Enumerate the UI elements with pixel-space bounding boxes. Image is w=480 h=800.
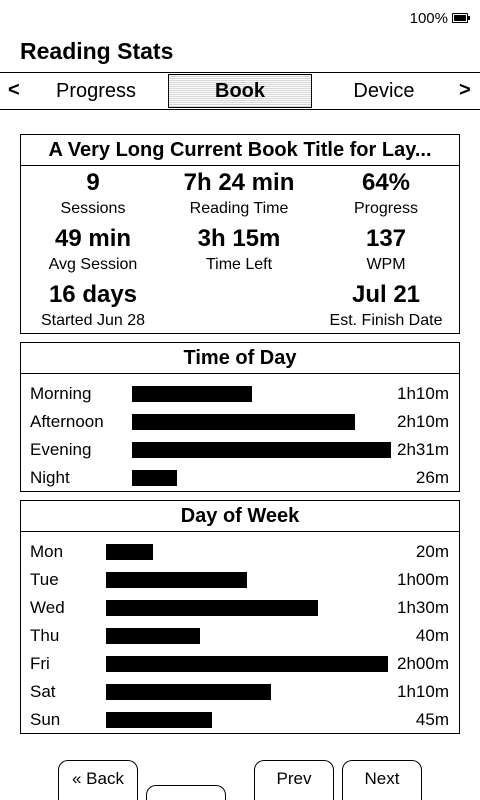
bar-value: 1h30m bbox=[397, 598, 449, 617]
bar-row bbox=[21, 650, 459, 678]
bar-value: 40m bbox=[415, 626, 449, 645]
stat-cell bbox=[165, 168, 313, 224]
prev-button[interactable]: Prev bbox=[254, 760, 334, 800]
bar-value: 2h00m bbox=[397, 654, 449, 673]
bar-value: 1h10m bbox=[397, 384, 449, 403]
stat-cell bbox=[21, 224, 165, 280]
stat-cell bbox=[165, 280, 313, 336]
stat-value: Jul 21 bbox=[351, 281, 421, 308]
bar-row bbox=[21, 594, 459, 622]
bar-row bbox=[21, 566, 459, 594]
stat-value: 9 bbox=[86, 169, 100, 196]
stat-cell bbox=[313, 224, 459, 280]
bar-label: Sat bbox=[30, 682, 56, 701]
bar-value: 20m bbox=[415, 542, 449, 561]
stat-value: 64% bbox=[361, 169, 411, 196]
time-of-day-heading: Time of Day bbox=[21, 343, 459, 374]
bar bbox=[106, 600, 318, 616]
bar-label: Thu bbox=[30, 626, 60, 645]
stat-label: Est. Finish Date bbox=[329, 312, 443, 329]
bar-row bbox=[21, 622, 459, 650]
tab-progress[interactable]: Progress bbox=[55, 79, 137, 102]
stat-cell bbox=[21, 280, 165, 336]
bar bbox=[132, 386, 252, 402]
bar-label: Evening bbox=[30, 440, 92, 459]
tab-bar bbox=[0, 72, 480, 110]
book-stats-panel bbox=[20, 134, 460, 334]
bar-value: 2h31m bbox=[397, 440, 449, 459]
stat-value: 7h 24 min bbox=[183, 169, 295, 196]
stats-grid bbox=[21, 166, 459, 336]
stat-label: Sessions bbox=[60, 200, 126, 217]
bar bbox=[132, 414, 355, 430]
stat-value: 3h 15m bbox=[197, 225, 281, 252]
bar-row bbox=[21, 436, 459, 464]
bar-row bbox=[21, 464, 459, 492]
stat-value: 16 days bbox=[48, 281, 138, 308]
bar bbox=[106, 544, 153, 560]
stat-label: Time Left bbox=[205, 256, 273, 273]
bar-label: Fri bbox=[30, 654, 50, 673]
bar-label: Afternoon bbox=[30, 412, 104, 431]
stat-cell bbox=[313, 168, 459, 224]
bar-value: 45m bbox=[415, 710, 449, 729]
bar bbox=[106, 572, 247, 588]
bar bbox=[106, 684, 271, 700]
bar-value: 2h10m bbox=[397, 412, 449, 431]
time-of-day-panel bbox=[20, 342, 460, 492]
bar-label: Wed bbox=[30, 598, 65, 617]
battery-icon bbox=[452, 13, 468, 23]
bar bbox=[106, 628, 200, 644]
tab-device[interactable]: Device bbox=[353, 79, 415, 102]
bar-label: Tue bbox=[30, 570, 59, 589]
middle-button[interactable] bbox=[146, 785, 226, 800]
tab-prev-arrow[interactable]: < bbox=[8, 79, 20, 101]
stat-cell bbox=[21, 168, 165, 224]
bar-row bbox=[21, 678, 459, 706]
battery-percent: 100% bbox=[409, 9, 448, 27]
next-button[interactable]: Next bbox=[342, 760, 422, 800]
stat-cell bbox=[165, 224, 313, 280]
stat-label: WPM bbox=[366, 256, 406, 273]
bar-row bbox=[21, 538, 459, 566]
bar-label: Sun bbox=[30, 710, 61, 729]
bar-label: Mon bbox=[30, 542, 64, 561]
tab-next-arrow[interactable]: > bbox=[459, 79, 471, 101]
back-button[interactable]: « Back bbox=[58, 760, 138, 800]
stat-label: Progress bbox=[353, 200, 419, 217]
bar-label: Morning bbox=[30, 384, 92, 403]
stat-label: Reading Time bbox=[189, 200, 289, 217]
tab-book[interactable]: Book bbox=[168, 74, 312, 108]
stat-label: Started Jun 28 bbox=[40, 312, 146, 329]
stat-label: Avg Session bbox=[48, 256, 138, 273]
bar-label: Night bbox=[30, 468, 70, 487]
bar bbox=[132, 470, 177, 486]
bar bbox=[106, 656, 388, 672]
bar-row bbox=[21, 380, 459, 408]
bar bbox=[132, 442, 391, 458]
bar-value: 1h00m bbox=[397, 570, 449, 589]
page-title: Reading Stats bbox=[20, 38, 174, 64]
day-of-week-panel bbox=[20, 500, 460, 734]
stat-value: 49 min bbox=[54, 225, 132, 252]
day-of-week-heading: Day of Week bbox=[21, 501, 459, 532]
bar-row bbox=[21, 706, 459, 734]
stat-cell bbox=[313, 280, 459, 336]
status-bar bbox=[410, 8, 468, 28]
bar bbox=[106, 712, 212, 728]
bar-value: 1h10m bbox=[397, 682, 449, 701]
stat-value: 137 bbox=[365, 225, 407, 252]
bar-row bbox=[21, 408, 459, 436]
time-of-day-rows bbox=[21, 374, 459, 492]
bar-value: 26m bbox=[415, 468, 449, 487]
book-title: A Very Long Current Book Title for Lay... bbox=[21, 135, 459, 166]
day-of-week-rows bbox=[21, 532, 459, 734]
